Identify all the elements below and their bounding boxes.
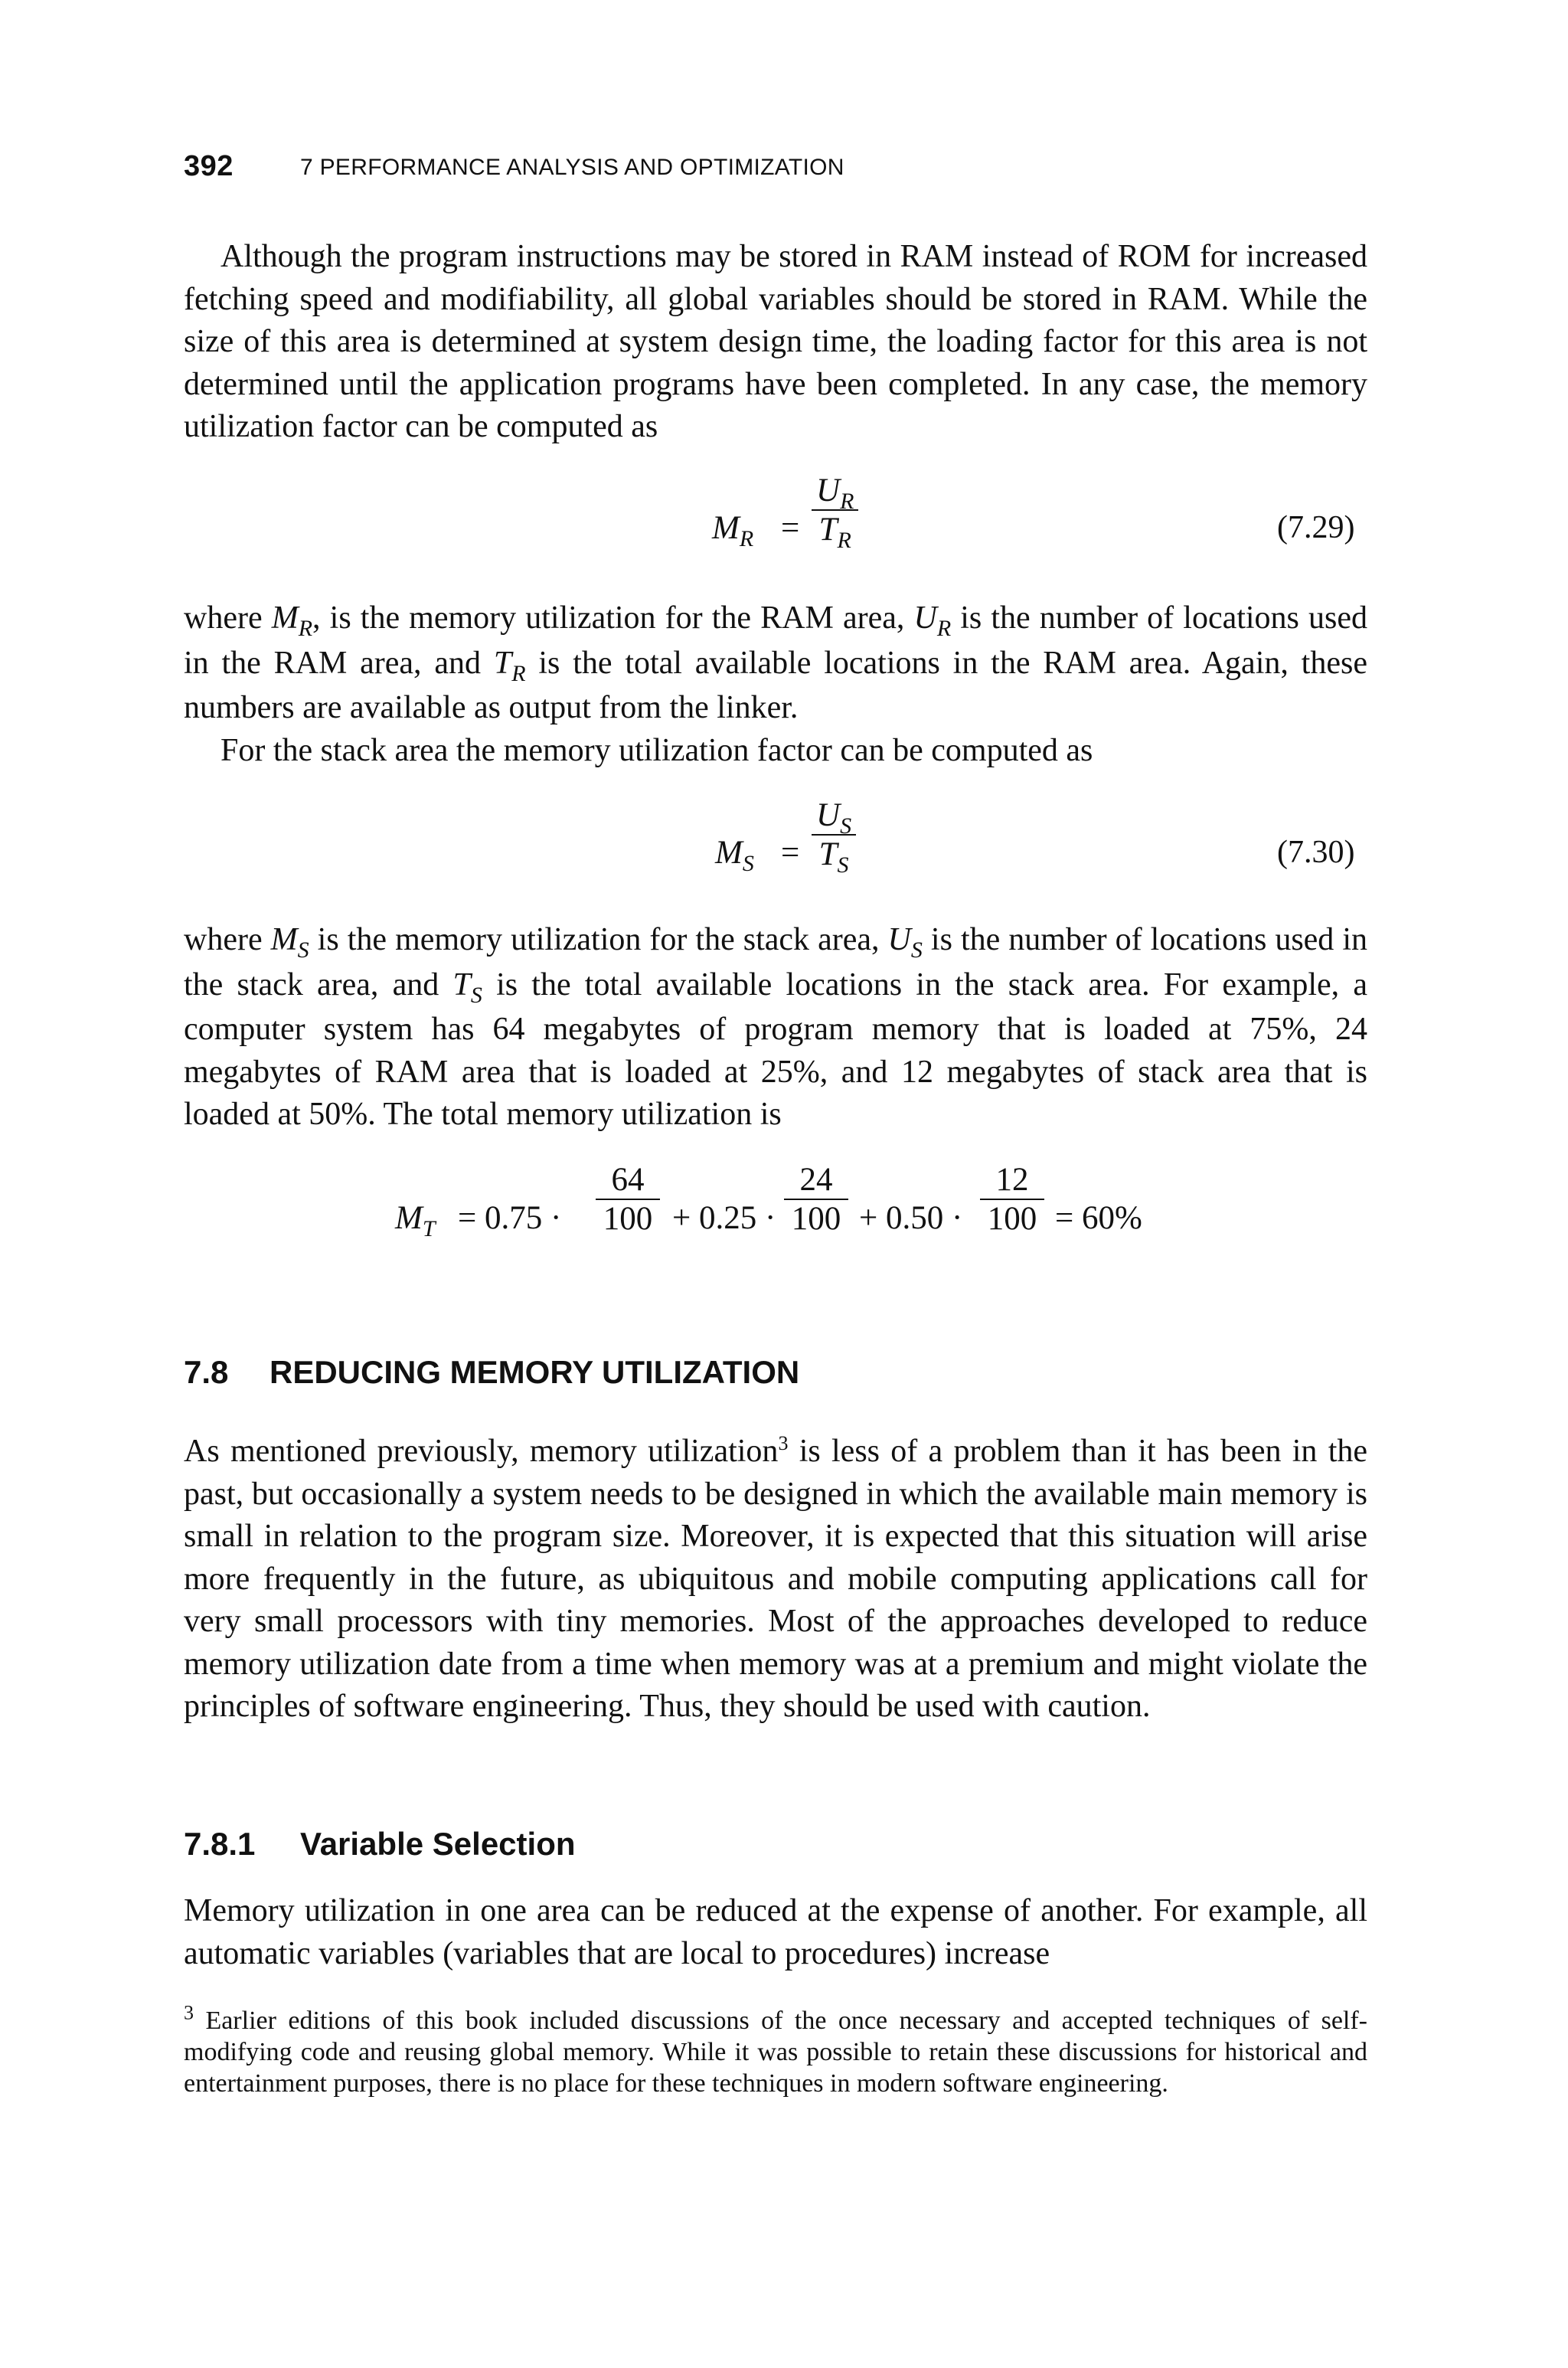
fraction: $\frac{12}{100}$ <box>980 1161 1044 1238</box>
section-heading: 7.8 REDUCING MEMORY UTILIZATION <box>184 1354 800 1390</box>
subsection-heading: 7.8.1 Variable Selection <box>184 1826 576 1862</box>
fraction: $\frac{U_R}{T_R}$ <box>812 472 858 548</box>
book-page: 392 7 PERFORMANCE ANALYSIS AND OPTIMIZATION Although the program instructions may be stored in RAM instead of ROM for increased fetching speed and modifiability, all global variables should be stored in RAM. While the size of this area is determined at system design time, the loading factor for this area is not determined until the application programs have been completed. In any case, the memory utilization factor can be computed as $M_R$ = $\frac{U_R}{T_R}$ (7.29) where $M_R$, is the memory utilization for the RAM area, $U_R$ is the number of locations used in the RAM area, and $T_R$ is the total available locations in the RAM area. Again, these numbers are available as output from the linker. For the stack area the memory utilization factor can be computed as $M_S$ = $\frac{U_S}{T_S}$ (7.30) where $M_S$ is the memory utilization for the stack area, $U_S$ is the number of locations used in the stack area, and $T_S$ is the total available locations in the stack area. For example, a computer system has 64 megabytes of program memory that is loaded at 75%, 24 megabytes of RAM area that is loaded at 25%, and 12 megabytes of stack area that is loaded at 50%. The total memory utilization is $M_T$ = 0.75 · $\frac{64}{100}$ + 0.25 · $\frac{24}{100}$ + 0.50 · $\frac{12}{100}$ = 60% 7.8 REDUCING MEMORY UTILIZATION As mentioned previously, memory utilization$^3$ is less of a problem than it has been in the past, but occasionally a system needs to be designed in which the available main memory is small in relation to the program size. Moreover, it is expected that this situation will arise more frequently in the future, as ubiquitous and mobile computing applications call for very small processors with tiny memories. Most of the approaches developed to reduce memory utilization date from a time when memory was at a premium and might violate the principles of software engineering. Thus, they should be used with caution. 7.8.1 Variable Selection Memory utilization in one area can be reduced at the expense of another. For example, all automatic variables (variables that are local to procedures) increase $^3$ Earlier editions of this book included discussions of the once necessary and accepted techniques of self-modifying code and reusing global memory. While it was possible to retain these discussions for historical and entertainment purposes, there is no place for these techniques in modern software engineering. <box>184 150 1368 2098</box>
footnote: $^3$ Earlier editions of this book included discussions of the once necessary and accepted techniques of self-modifying code and reusing global memory. While it was possible to retain these discussions for historical and entertainment purposes, there is no place for these techniques in modern software engineering. <box>184 2001 1367 2098</box>
page-number: 392 <box>184 150 234 182</box>
footnote-mark: 3 <box>184 2001 194 2024</box>
equation-number: (7.30) <box>1277 835 1355 870</box>
fraction: $\frac{64}{100}$ <box>596 1161 660 1238</box>
chapter-title: 7 PERFORMANCE ANALYSIS AND OPTIMIZATION <box>300 155 844 180</box>
paragraph-6: Memory utilization in one area can be reduced at the expense of another. For example, all automatic variables (variables that are local to procedures) increase <box>184 1893 1367 1971</box>
footnote-reference: 3 <box>778 1432 789 1454</box>
running-header <box>184 150 844 183</box>
paragraph-4: where $M_S$ is the memory utilization for the stack area, $U_S$ is the number of locations used in the stack area, and $T_S$ is the total available locations in the stack area. For example, a computer system has 64 megabytes of program memory that is loaded at 75%, 24 megabytes of RAM area that is loaded at 25%, and 12 megabytes of stack area that is loaded at 50%. The total memory utilization is <box>184 922 1368 1132</box>
fraction: $\frac{U_S}{T_S}$ <box>812 796 856 873</box>
equation-total: $M_T$ = 0.75 · $\frac{64}{100}$ + 0.25 · $\frac{24}{100}$ + 0.50 · $\frac{12}{100}$ = 60% <box>395 1162 1142 1241</box>
fraction: $\frac{24}{100}$ <box>784 1161 848 1238</box>
paragraph-1: Although the program instructions may be stored in RAM instead of ROM for increased fetching speed and modifiability, all global variables should be stored in RAM. While the size of this area is determined at system design time, the loading factor for this area is not determined until the application programs have been completed. In any case, the memory utilization factor can be computed as <box>184 239 1367 444</box>
paragraph-5: As mentioned previously, memory utilization$^3$ is less of a problem than it has been in the past, but occasionally a system needs to be designed in which the available main memory is small in relation to the program size. Moreover, it is expected that this situation will arise more frequently in the future, as ubiquitous and mobile computing applications call for very small processors with tiny memories. Most of the approaches developed to reduce memory utilization date from a time when memory was at a premium and might violate the principles of software engineering. Thus, they should be used with caution. <box>184 1432 1368 1724</box>
paragraph-2: where $M_R$, is the memory utilization for the RAM area, $U_R$ is the number of locations used in the RAM area, and $T_R$ is the total available locations in the RAM area. Again, these numbers are available as output from the linker. For the stack area the memory utilization factor can be computed as <box>184 600 1367 768</box>
equation-number: (7.29) <box>1277 510 1355 545</box>
